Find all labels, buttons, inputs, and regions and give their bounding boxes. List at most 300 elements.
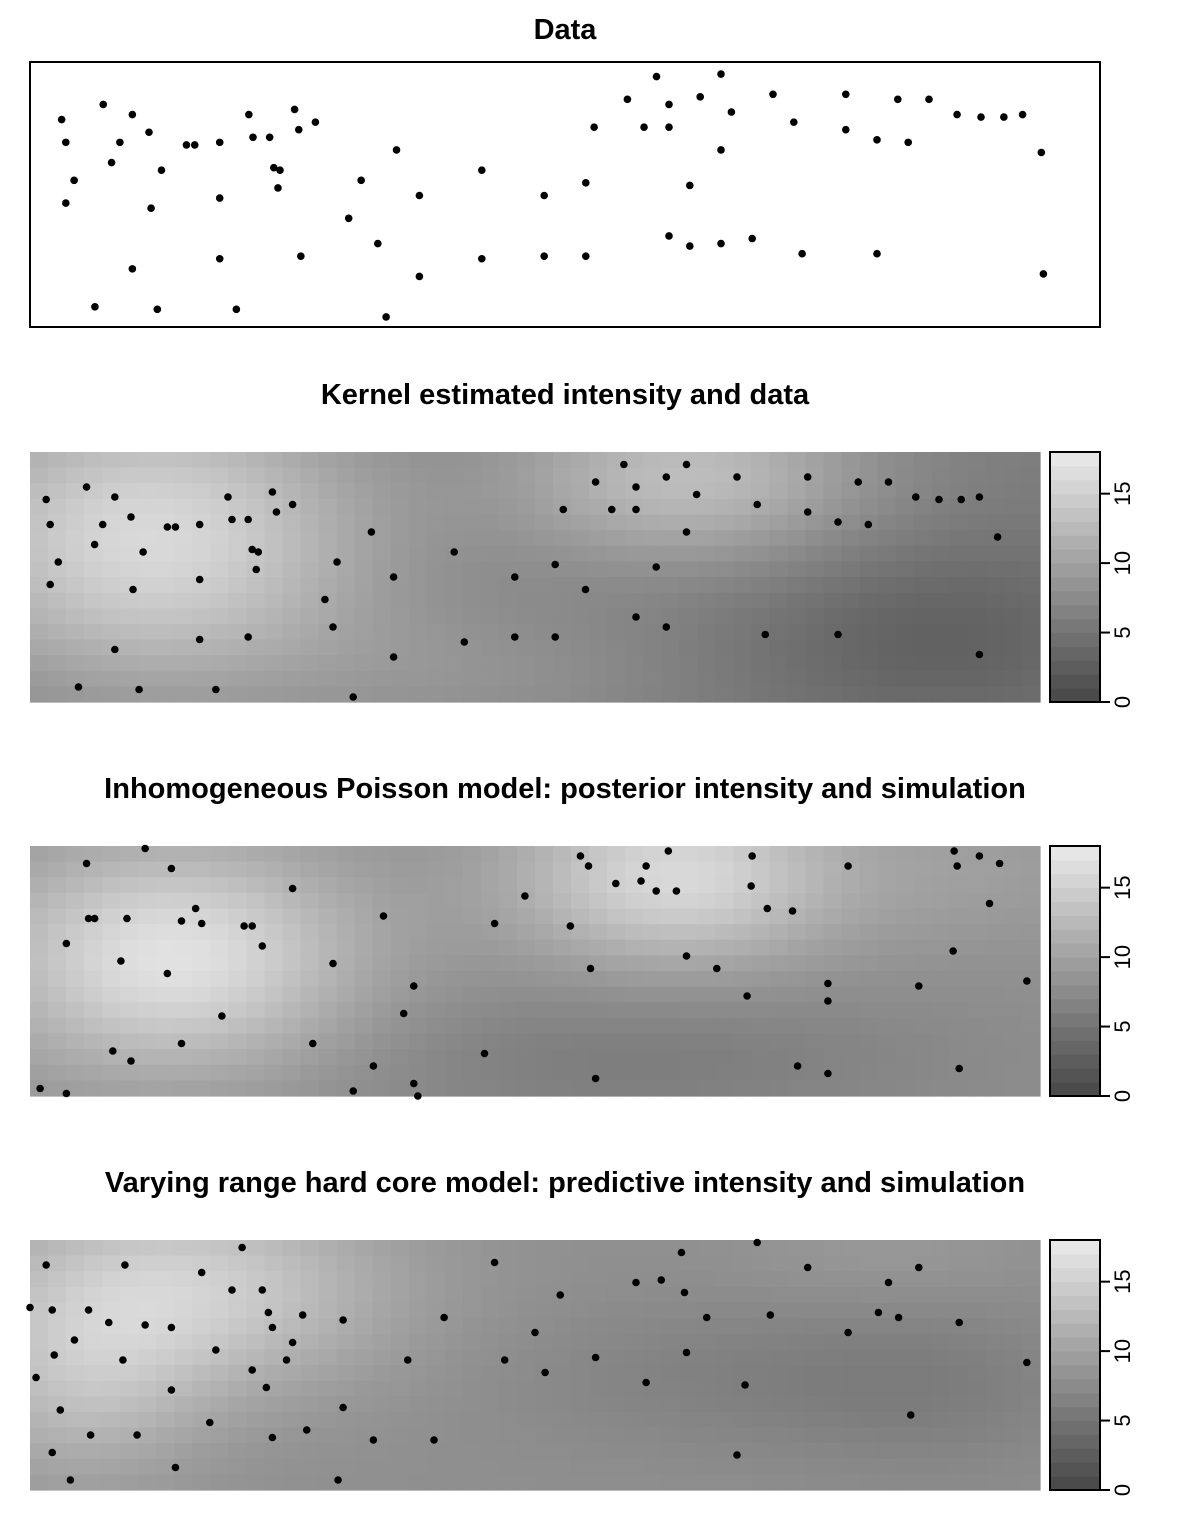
poisson-point xyxy=(349,1087,357,1095)
kernel-heat-cell xyxy=(878,452,897,468)
kernel-heat-cell xyxy=(102,624,121,640)
kernel-heat-cell xyxy=(607,640,626,656)
hardcore-heat-cell xyxy=(337,1334,356,1350)
hardcore-point xyxy=(334,1476,342,1484)
poisson-heat-cell xyxy=(481,1065,500,1081)
kernel-point xyxy=(976,651,984,659)
poisson-heat-cell xyxy=(66,1065,85,1081)
hardcore-heat-cell xyxy=(517,1240,536,1256)
poisson-heat-cell xyxy=(120,971,139,987)
kernel-heat-cell xyxy=(553,468,572,484)
poisson-heat-cell xyxy=(373,1002,392,1018)
kernel-heat-cell xyxy=(751,640,770,656)
hardcore-heat-cell xyxy=(968,1381,987,1397)
poisson-heat-cell xyxy=(914,1065,933,1081)
hardcore-heat-cell xyxy=(788,1271,807,1287)
poisson-heat-cell xyxy=(283,924,302,940)
hardcore-heat-cell xyxy=(319,1240,338,1256)
poisson-heat-cell xyxy=(860,1002,879,1018)
poisson-heat-cell xyxy=(84,1018,103,1034)
hardcore-heat-cell xyxy=(914,1349,933,1365)
kernel-heat-cell xyxy=(824,452,843,468)
kernel-heat-cell xyxy=(192,483,211,499)
kernel-point xyxy=(111,493,119,501)
hardcore-heat-cell xyxy=(860,1240,879,1256)
hardcore-heat-cell xyxy=(1022,1396,1041,1412)
kernel-heat-cell xyxy=(66,593,85,609)
kernel-heat-cell xyxy=(932,671,951,687)
hardcore-heat-cell xyxy=(102,1303,121,1319)
kernel-heat-cell xyxy=(643,577,662,593)
kernel-heat-cell xyxy=(174,468,193,484)
kernel-heat-cell xyxy=(409,671,428,687)
poisson-heat-cell xyxy=(571,987,590,1003)
hardcore-heat-cell xyxy=(589,1240,608,1256)
kernel-heat-cell xyxy=(607,483,626,499)
data-point xyxy=(216,139,224,147)
poisson-heat-cell xyxy=(769,955,788,971)
poisson-heat-cell xyxy=(84,971,103,987)
hardcore-point xyxy=(642,1379,650,1387)
hardcore-heat-cell xyxy=(824,1240,843,1256)
poisson-heat-cell xyxy=(427,1080,446,1096)
kernel-heat-cell xyxy=(932,655,951,671)
poisson-heat-cell xyxy=(517,877,536,893)
poisson-heat-cell xyxy=(625,1049,644,1065)
poisson-heat-cell xyxy=(553,909,572,925)
poisson-heat-cell xyxy=(301,1065,320,1081)
hardcore-heat-cell xyxy=(589,1334,608,1350)
kernel-heat-cell xyxy=(301,624,320,640)
hardcore-heat-cell xyxy=(264,1287,283,1303)
poisson-heat-cell xyxy=(283,846,302,862)
hardcore-heat-cell xyxy=(319,1334,338,1350)
kernel-heat-cell xyxy=(120,468,139,484)
hardcore-heat-cell xyxy=(986,1334,1005,1350)
hardcore-heat-cell xyxy=(878,1256,897,1272)
kernel-heat-cell xyxy=(283,468,302,484)
kernel-heat-cell xyxy=(824,593,843,609)
poisson-heat-cell xyxy=(48,893,67,909)
hardcore-heat-cell xyxy=(102,1412,121,1428)
hardcore-point xyxy=(531,1329,539,1337)
hardcore-heat-cell xyxy=(806,1240,825,1256)
poisson-heat-cell xyxy=(842,940,861,956)
poisson-heat-cell xyxy=(427,924,446,940)
poisson-heat-cell xyxy=(301,846,320,862)
kernel-heat-cell xyxy=(391,499,410,515)
hardcore-heat-cell xyxy=(30,1287,49,1303)
hardcore-heat-cell xyxy=(174,1334,193,1350)
hardcore-heat-cell xyxy=(156,1365,175,1381)
data-point xyxy=(1019,111,1027,119)
poisson-heat-cell xyxy=(337,862,356,878)
kernel-heat-cell xyxy=(896,608,915,624)
hardcore-heat-cell xyxy=(445,1256,464,1272)
poisson-heat-cell xyxy=(192,1002,211,1018)
poisson-heat-cell xyxy=(824,846,843,862)
data-point xyxy=(129,265,137,273)
poisson-heat-cell xyxy=(715,846,734,862)
hardcore-heat-cell xyxy=(264,1256,283,1272)
kernel-heat-cell xyxy=(427,577,446,593)
hardcore-heat-cell xyxy=(174,1287,193,1303)
poisson-heat-cell xyxy=(788,971,807,987)
poisson-heat-cell xyxy=(246,1034,265,1050)
kernel-point xyxy=(135,686,143,694)
hardcore-heat-cell xyxy=(661,1287,680,1303)
hardcore-heat-cell xyxy=(283,1381,302,1397)
kernel-heat-cell xyxy=(788,608,807,624)
kernel-heat-cell xyxy=(337,671,356,687)
hardcore-point xyxy=(168,1324,176,1332)
kernel-heat-cell xyxy=(733,530,752,546)
hardcore-heat-cell xyxy=(337,1240,356,1256)
poisson-heat-cell xyxy=(715,1002,734,1018)
hardcore-heat-cell xyxy=(535,1396,554,1412)
kernel-heat-cell xyxy=(679,561,698,577)
poisson-heat-cell xyxy=(373,846,392,862)
poisson-heat-cell xyxy=(986,1018,1005,1034)
hardcore-heat-cell xyxy=(589,1443,608,1459)
poisson-heat-cell xyxy=(246,1080,265,1096)
kernel-heat-cell xyxy=(355,452,374,468)
poisson-heat-cell xyxy=(156,1049,175,1065)
poisson-point xyxy=(637,877,645,885)
kernel-heat-cell xyxy=(553,671,572,687)
poisson-heat-cell xyxy=(228,1049,247,1065)
hardcore-heat-cell xyxy=(373,1459,392,1475)
hardcore-heat-cell xyxy=(192,1474,211,1490)
kernel-heat-cell xyxy=(679,499,698,515)
poisson-colorbar-band xyxy=(1050,1082,1100,1096)
kernel-heat-cell xyxy=(319,530,338,546)
hardcore-point xyxy=(907,1411,915,1419)
hardcore-heat-cell xyxy=(337,1428,356,1444)
kernel-heat-cell xyxy=(932,640,951,656)
hardcore-point xyxy=(683,1349,691,1357)
kernel-heat-cell xyxy=(156,483,175,499)
data-point xyxy=(274,184,282,192)
poisson-heat-cell xyxy=(896,1065,915,1081)
poisson-point xyxy=(521,892,529,900)
kernel-heat-cell xyxy=(715,530,734,546)
poisson-heat-cell xyxy=(283,1002,302,1018)
kernel-heat-cell xyxy=(806,515,825,531)
hardcore-heat-cell xyxy=(246,1381,265,1397)
poisson-heat-cell xyxy=(733,1065,752,1081)
poisson-heat-cell xyxy=(860,955,879,971)
poisson-heat-cell xyxy=(409,877,428,893)
hardcore-heat-cell xyxy=(409,1256,428,1272)
data-point xyxy=(216,255,224,263)
data-point xyxy=(540,252,548,260)
hardcore-heat-cell xyxy=(463,1303,482,1319)
hardcore-heat-cell xyxy=(445,1412,464,1428)
hardcore-heat-cell xyxy=(445,1271,464,1287)
poisson-heat-cell xyxy=(535,846,554,862)
kernel-heat-cell xyxy=(535,655,554,671)
kernel-heat-cell xyxy=(968,577,987,593)
poisson-heat-cell xyxy=(517,1034,536,1050)
hardcore-heat-cell xyxy=(769,1396,788,1412)
hardcore-point xyxy=(915,1264,923,1272)
hardcore-heat-cell xyxy=(210,1381,229,1397)
poisson-heat-cell xyxy=(968,909,987,925)
poisson-heat-cell xyxy=(679,987,698,1003)
kernel-heat-cell xyxy=(842,671,861,687)
hardcore-heat-cell xyxy=(210,1365,229,1381)
poisson-heat-cell xyxy=(138,1002,157,1018)
kernel-heat-cell xyxy=(355,468,374,484)
kernel-heat-cell xyxy=(769,483,788,499)
hardcore-heat-cell xyxy=(968,1240,987,1256)
data-point xyxy=(904,139,912,147)
poisson-heat-cell xyxy=(1004,971,1023,987)
poisson-heat-cell xyxy=(1004,1065,1023,1081)
kernel-heat-cell xyxy=(914,499,933,515)
kernel-heat-cell xyxy=(806,686,825,702)
poisson-heat-cell xyxy=(373,987,392,1003)
poisson-heat-cell xyxy=(517,1080,536,1096)
hardcore-heat-cell xyxy=(499,1303,518,1319)
hardcore-heat-cell xyxy=(427,1396,446,1412)
hardcore-heat-cell xyxy=(463,1459,482,1475)
kernel-point xyxy=(582,586,590,594)
kernel-heat-cell xyxy=(860,452,879,468)
kernel-heat-cell xyxy=(625,624,644,640)
kernel-heat-cell xyxy=(896,640,915,656)
hardcore-heat-cell xyxy=(751,1428,770,1444)
hardcore-heat-cell xyxy=(66,1459,85,1475)
poisson-heat-cell xyxy=(1022,846,1041,862)
hardcore-point xyxy=(875,1309,883,1317)
hardcore-heat-cell xyxy=(228,1412,247,1428)
kernel-point xyxy=(632,613,640,621)
kernel-heat-cell xyxy=(896,483,915,499)
hardcore-heat-cell xyxy=(499,1365,518,1381)
hardcore-heat-cell xyxy=(84,1474,103,1490)
poisson-point xyxy=(329,960,337,968)
poisson-heat-cell xyxy=(66,924,85,940)
kernel-heat-cell xyxy=(824,468,843,484)
hardcore-point xyxy=(265,1309,273,1317)
poisson-heat-cell xyxy=(986,971,1005,987)
hardcore-heat-cell xyxy=(751,1459,770,1475)
kernel-heat-cell xyxy=(210,468,229,484)
kernel-heat-cell xyxy=(896,515,915,531)
poisson-heat-cell xyxy=(445,955,464,971)
kernel-heat-cell xyxy=(914,608,933,624)
hardcore-heat-cell xyxy=(1004,1381,1023,1397)
data-point xyxy=(154,306,162,314)
poisson-heat-cell xyxy=(409,940,428,956)
poisson-heat-cell xyxy=(355,862,374,878)
poisson-heat-cell xyxy=(968,971,987,987)
hardcore-heat-cell xyxy=(30,1459,49,1475)
hardcore-heat-cell xyxy=(337,1381,356,1397)
kernel-heat-cell xyxy=(463,530,482,546)
poisson-heat-cell xyxy=(914,940,933,956)
poisson-heat-cell xyxy=(481,1002,500,1018)
hardcore-heat-cell xyxy=(102,1381,121,1397)
poisson-heat-cell xyxy=(319,971,338,987)
kernel-heat-cell xyxy=(156,671,175,687)
hardcore-heat-cell xyxy=(48,1365,67,1381)
poisson-heat-cell xyxy=(283,909,302,925)
kernel-heat-cell xyxy=(102,593,121,609)
kernel-heat-cell xyxy=(337,452,356,468)
poisson-heat-cell xyxy=(860,909,879,925)
hardcore-heat-cell xyxy=(246,1412,265,1428)
kernel-heat-cell xyxy=(120,452,139,468)
kernel-heat-cell xyxy=(697,593,716,609)
kernel-heat-cell xyxy=(553,640,572,656)
kernel-heat-cell xyxy=(535,452,554,468)
poisson-heat-cell xyxy=(174,955,193,971)
poisson-heat-cell xyxy=(733,909,752,925)
hardcore-heat-cell xyxy=(932,1271,951,1287)
poisson-colorbar-band xyxy=(1050,846,1100,860)
kernel-heat-cell xyxy=(445,515,464,531)
poisson-heat-cell xyxy=(337,1065,356,1081)
kernel-point xyxy=(349,693,357,701)
kernel-heat-cell xyxy=(571,593,590,609)
hardcore-heat-cell xyxy=(769,1474,788,1490)
hardcore-heat-cell xyxy=(373,1349,392,1365)
hardcore-heat-cell xyxy=(499,1287,518,1303)
poisson-heat-cell xyxy=(138,940,157,956)
poisson-heat-cell xyxy=(535,971,554,987)
kernel-heat-cell xyxy=(769,640,788,656)
hardcore-heat-cell xyxy=(607,1365,626,1381)
poisson-heat-cell xyxy=(715,1018,734,1034)
kernel-heat-cell xyxy=(228,468,247,484)
kernel-heat-cell xyxy=(409,624,428,640)
poisson-heat-cell xyxy=(697,924,716,940)
poisson-heat-cell xyxy=(264,940,283,956)
kernel-point xyxy=(91,541,99,549)
kernel-heat-cell xyxy=(102,671,121,687)
kernel-point xyxy=(368,528,376,536)
kernel-heat-cell xyxy=(481,483,500,499)
poisson-point xyxy=(915,982,923,990)
kernel-heat-cell xyxy=(517,624,536,640)
kernel-heat-cell xyxy=(102,452,121,468)
poisson-heat-cell xyxy=(697,877,716,893)
hardcore-heat-cell xyxy=(445,1474,464,1490)
kernel-heat-cell xyxy=(1004,499,1023,515)
hardcore-heat-cell xyxy=(517,1396,536,1412)
hardcore-heat-cell xyxy=(607,1318,626,1334)
poisson-heat-cell xyxy=(283,862,302,878)
hardcore-heat-cell xyxy=(102,1334,121,1350)
hardcore-heat-cell xyxy=(301,1381,320,1397)
hardcore-heat-cell xyxy=(517,1287,536,1303)
hardcore-heat-cell xyxy=(1004,1459,1023,1475)
hardcore-heat-cell xyxy=(337,1443,356,1459)
hardcore-heat-cell xyxy=(643,1428,662,1444)
kernel-heat-cell xyxy=(769,655,788,671)
kernel-heat-cell xyxy=(589,640,608,656)
kernel-heat-cell xyxy=(968,468,987,484)
hardcore-heat-cell xyxy=(120,1474,139,1490)
hardcore-heat-cell xyxy=(932,1428,951,1444)
kernel-heat-cell xyxy=(1004,655,1023,671)
kernel-heat-cell xyxy=(733,655,752,671)
kernel-heat-cell xyxy=(751,686,770,702)
hardcore-heat-cell xyxy=(860,1459,879,1475)
poisson-heat-cell xyxy=(1004,987,1023,1003)
data-point xyxy=(62,139,70,147)
kernel-heat-cell xyxy=(806,671,825,687)
hardcore-heat-cell xyxy=(499,1256,518,1272)
poisson-heat-cell xyxy=(589,1080,608,1096)
kernel-heat-cell xyxy=(337,515,356,531)
kernel-point xyxy=(164,523,172,531)
kernel-heat-cell xyxy=(661,561,680,577)
kernel-heat-cell xyxy=(607,546,626,562)
kernel-heat-cell xyxy=(337,530,356,546)
kernel-heat-cell xyxy=(174,546,193,562)
poisson-heat-cell xyxy=(409,924,428,940)
data-point xyxy=(297,252,305,260)
kernel-heat-cell xyxy=(679,593,698,609)
kernel-heat-cell xyxy=(589,577,608,593)
hardcore-point xyxy=(269,1324,277,1332)
poisson-heat-cell xyxy=(283,987,302,1003)
kernel-heat-cell xyxy=(174,686,193,702)
hardcore-heat-cell xyxy=(697,1349,716,1365)
kernel-heat-cell xyxy=(1022,546,1041,562)
kernel-point xyxy=(111,646,119,654)
poisson-heat-cell xyxy=(986,846,1005,862)
kernel-heat-cell xyxy=(1022,624,1041,640)
poisson-heat-cell xyxy=(427,846,446,862)
poisson-heat-cell xyxy=(571,1018,590,1034)
kernel-heat-cell xyxy=(571,640,590,656)
kernel-heat-cell xyxy=(301,530,320,546)
hardcore-heat-cell xyxy=(445,1365,464,1381)
kernel-point xyxy=(99,521,107,529)
kernel-heat-cell xyxy=(499,530,518,546)
poisson-heat-cell xyxy=(337,1018,356,1034)
kernel-heat-cell xyxy=(986,608,1005,624)
hardcore-heat-cell xyxy=(932,1318,951,1334)
kernel-heat-cell xyxy=(769,546,788,562)
kernel-heat-cell xyxy=(66,561,85,577)
poisson-heat-cell xyxy=(120,1034,139,1050)
poisson-heat-cell xyxy=(535,909,554,925)
hardcore-heat-cell xyxy=(481,1428,500,1444)
kernel-heat-cell xyxy=(878,655,897,671)
hardcore-point xyxy=(85,1306,93,1314)
poisson-heat-cell xyxy=(553,1018,572,1034)
poisson-heat-cell xyxy=(986,1065,1005,1081)
hardcore-heat-cell xyxy=(950,1256,969,1272)
hardcore-heat-cell xyxy=(192,1287,211,1303)
kernel-heat-cell xyxy=(643,655,662,671)
poisson-heat-cell xyxy=(625,971,644,987)
kernel-heat-cell xyxy=(156,561,175,577)
kernel-heat-cell xyxy=(481,546,500,562)
kernel-heat-cell xyxy=(679,671,698,687)
kernel-heat-cell xyxy=(319,577,338,593)
hardcore-heat-cell xyxy=(571,1474,590,1490)
poisson-heat-cell xyxy=(445,1034,464,1050)
kernel-heat-cell xyxy=(950,452,969,468)
hardcore-heat-cell xyxy=(733,1365,752,1381)
